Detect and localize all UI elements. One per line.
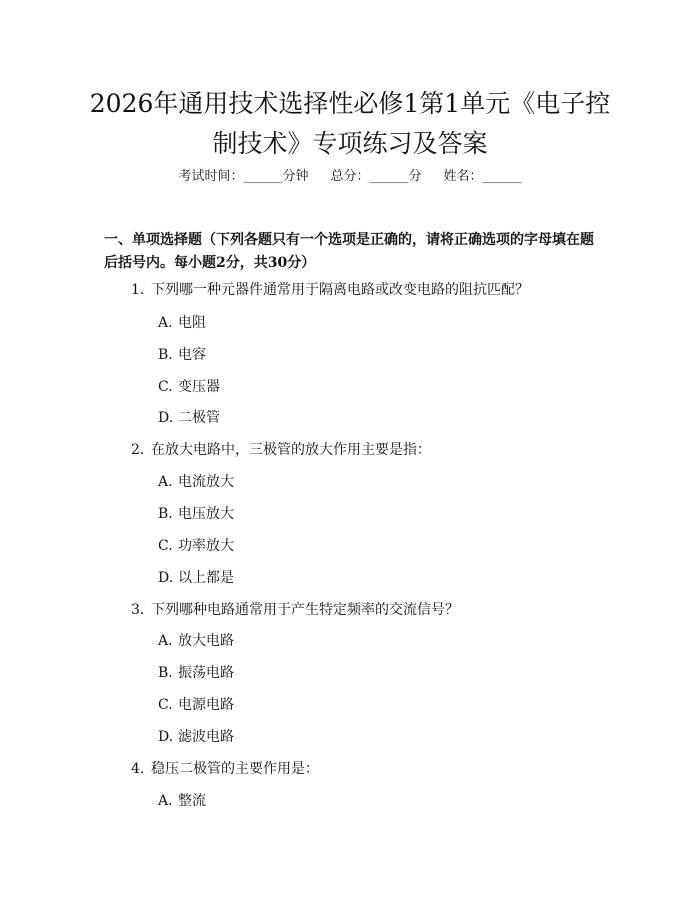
option-text: 二极管 xyxy=(178,410,220,426)
option-item xyxy=(158,472,234,492)
option-item xyxy=(158,377,220,397)
option-letter: D. xyxy=(158,410,174,426)
option-letter: A. xyxy=(158,793,173,809)
option-item xyxy=(158,631,234,651)
option-item xyxy=(158,727,234,747)
option-text: 电流放大 xyxy=(178,474,234,490)
question-4 xyxy=(131,759,319,779)
option-letter: B. xyxy=(158,506,173,522)
option-item xyxy=(158,345,206,365)
question-3 xyxy=(131,600,459,620)
option-letter: C. xyxy=(158,538,173,554)
option-text: 整流 xyxy=(178,793,206,809)
option-text: 滤波电路 xyxy=(178,729,234,745)
exam-time-label: 考试时间：______分钟 xyxy=(178,169,309,184)
option-letter: B. xyxy=(158,347,173,363)
name-label: 姓名：______ xyxy=(443,169,522,184)
option-letter: C. xyxy=(158,379,173,395)
option-text: 变压器 xyxy=(178,379,220,395)
option-letter: A. xyxy=(158,315,173,331)
question-2 xyxy=(131,440,431,460)
option-letter: D. xyxy=(158,729,174,745)
question-text: 稳压二极管的主要作用是： xyxy=(151,761,319,777)
question-number: 4. xyxy=(131,761,145,777)
section-title: 一、单项选择题（下列各题只有一个选项是正确的，请将正确选项的字母填在题后括号内。每小题2分，共30分） xyxy=(104,232,594,271)
option-text: 电阻 xyxy=(178,315,206,331)
option-text: 电源电路 xyxy=(178,697,234,713)
option-text: 以上都是 xyxy=(178,570,234,586)
option-item xyxy=(158,568,234,588)
option-text: 电容 xyxy=(178,347,206,363)
option-letter: A. xyxy=(158,633,173,649)
option-text: 功率放大 xyxy=(178,538,234,554)
question-text: 在放大电路中，三极管的放大作用主要是指： xyxy=(151,442,431,458)
option-item xyxy=(158,313,206,333)
document-title: 2026年通用技术选择性必修1第1单元《电子控制技术》专项练习及答案 xyxy=(89,89,611,158)
option-item xyxy=(158,408,220,428)
option-text: 振荡电路 xyxy=(178,665,234,681)
question-text: 下列哪一种元器件通常用于隔离电路或改变电路的阻抗匹配？ xyxy=(151,282,529,298)
option-item xyxy=(158,504,234,524)
option-item xyxy=(158,695,234,715)
question-number: 1. xyxy=(131,282,145,298)
question-text: 下列哪种电路通常用于产生特定频率的交流信号？ xyxy=(151,602,459,618)
option-letter: D. xyxy=(158,570,174,586)
option-item xyxy=(158,663,234,683)
option-letter: B. xyxy=(158,665,173,681)
question-1 xyxy=(131,280,529,300)
option-text: 放大电路 xyxy=(178,633,234,649)
total-score-label: 总分：______分 xyxy=(330,169,422,184)
question-number: 3. xyxy=(131,602,145,618)
option-letter: C. xyxy=(158,697,173,713)
exam-meta xyxy=(0,167,700,187)
option-letter: A. xyxy=(158,474,173,490)
question-number: 2. xyxy=(131,442,145,458)
option-item xyxy=(158,791,206,811)
option-item xyxy=(158,536,234,556)
option-text: 电压放大 xyxy=(178,506,234,522)
